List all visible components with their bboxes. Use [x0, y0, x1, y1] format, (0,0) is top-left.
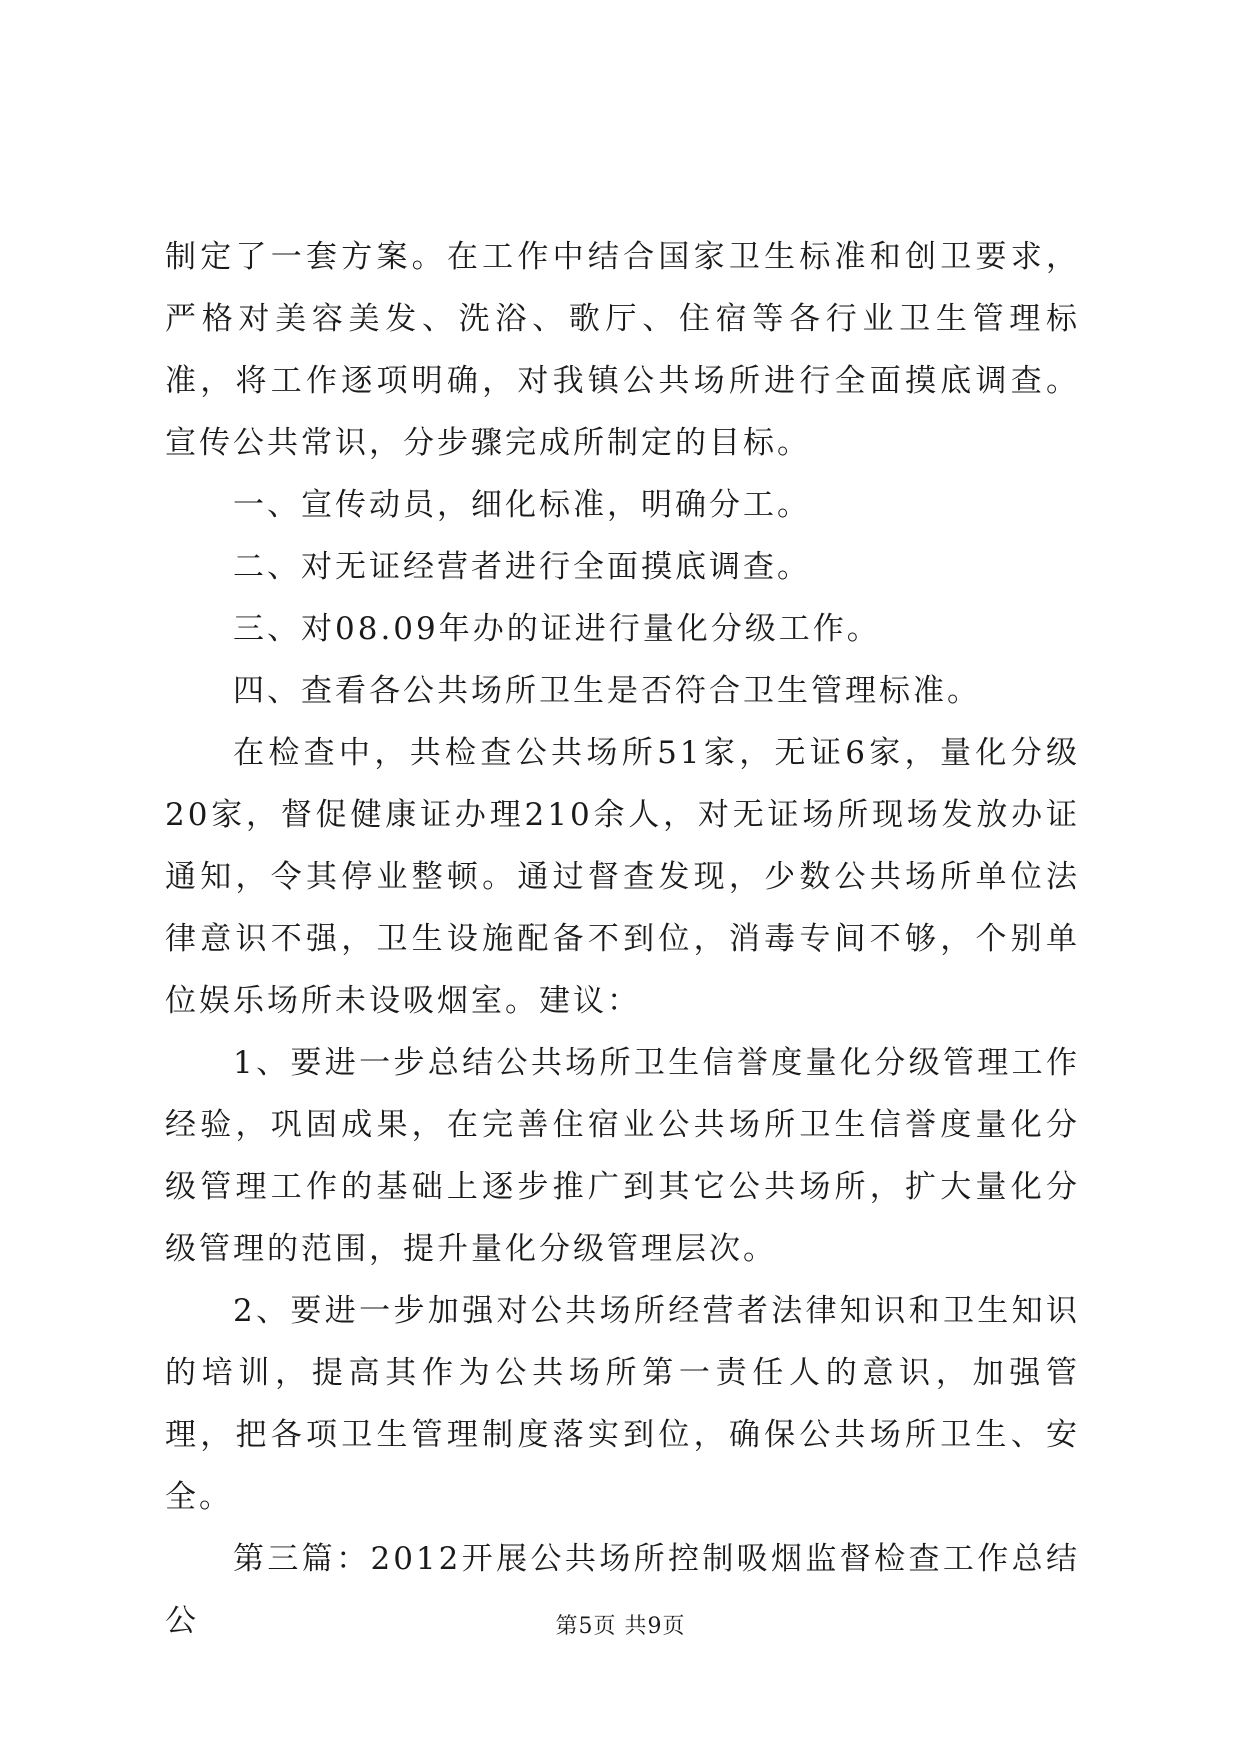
paragraph-section-heading: 第三篇：2012开展公共场所控制吸烟监督检查工作总结公	[165, 1541, 1080, 1639]
paragraph-item-2: 二、对无证经营者进行全面摸底调查。	[233, 549, 811, 585]
page-number-footer: 第5页 共9页	[555, 1614, 686, 1639]
paragraph-item-4: 四、查看各公共场所卫生是否符合卫生管理标准。	[233, 673, 981, 709]
paragraph-inspection-results: 在检查中，共检查公共场所51家，无证6家，量化分级20家，督促健康证办理210余人，对无证场所现场发放办证通知，令其停业整顿。通过督查发现，少数公共场所单位法律意识不强，卫生设施配备不到位，消毒专间不够，个别单位娱乐场所未设吸烟室。建议：	[165, 735, 1080, 1019]
paragraph-suggestion-2: 2、要进一步加强对公共场所经营者法律知识和卫生知识的培训，提高其作为公共场所第一责任人的意识，加强管理，把各项卫生管理制度落实到位，确保公共场所卫生、安全。	[165, 1293, 1080, 1515]
paragraph-item-3: 三、对08.09年办的证进行量化分级工作。	[233, 611, 881, 647]
paragraph-suggestion-1: 1、要进一步总结公共场所卫生信誉度量化分级管理工作经验，巩固成果，在完善住宿业公共场所卫生信誉度量化分级管理工作的基础上逐步推广到其它公共场所，扩大量化分级管理的范围，提升量化分级管理层次。	[165, 1045, 1080, 1267]
document-body	[165, 226, 1080, 1652]
paragraph-continuation: 制定了一套方案。在工作中结合国家卫生标准和创卫要求，严格对美容美发、洗浴、歌厅、住宿等各行业卫生管理标准，将工作逐项明确，对我镇公共场所进行全面摸底调查。宣传公共常识，分步骤完成所制定的目标。	[165, 239, 1080, 461]
paragraph-item-1: 一、宣传动员，细化标准，明确分工。	[233, 487, 811, 523]
